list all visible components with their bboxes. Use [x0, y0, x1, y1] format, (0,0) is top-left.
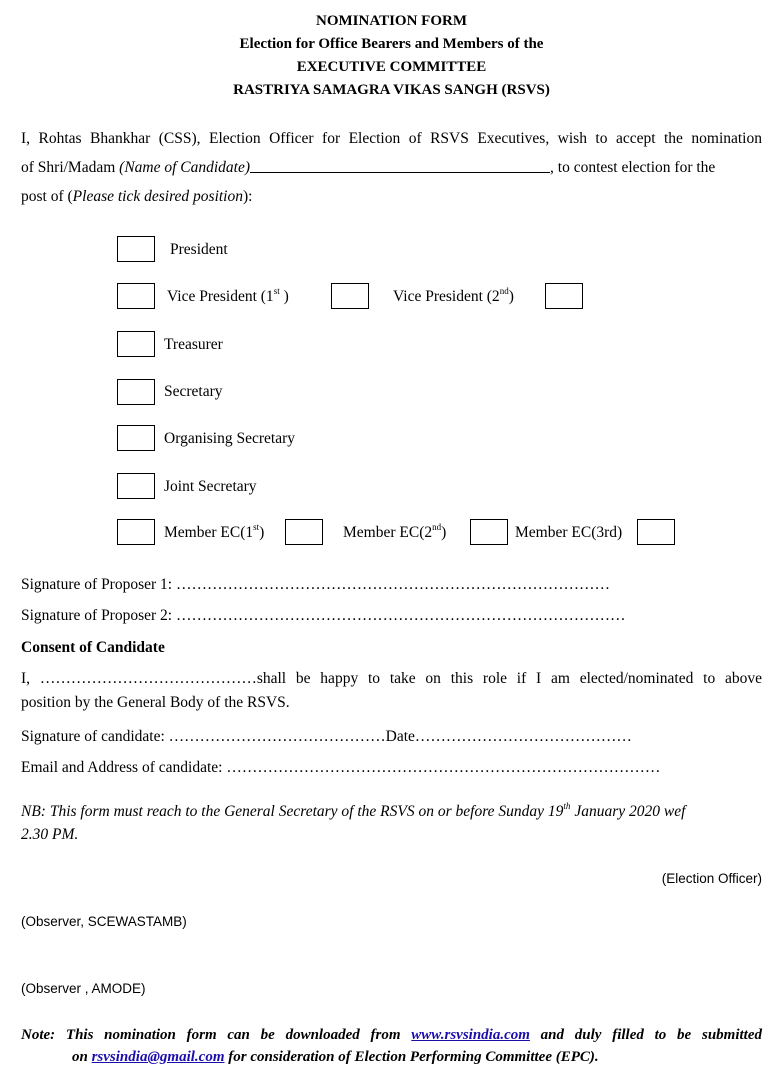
election-officer-label: (Election Officer): [661, 871, 762, 886]
treasurer-checkbox[interactable]: [117, 331, 155, 357]
note-line-2: on rsvsindia@gmail.com for consideration of Election Performing Committee (EPC).: [72, 1049, 599, 1065]
consent-line-1[interactable]: I, ……………………………………shall be happy to take on this role if I am elected/nominated to above: [21, 670, 762, 687]
observer-1-label: (Observer, SCEWASTAMB): [21, 914, 187, 929]
member-ec-1-box[interactable]: [117, 519, 155, 545]
intro-line-2: [21, 153, 762, 182]
president-checkbox[interactable]: [117, 236, 155, 262]
organisation-title: RASTRIYA SAMAGRA VIKAS SANGH (RSVS): [233, 82, 550, 98]
member-ec-1-label: Member EC(1st): [164, 522, 265, 541]
nb-line-1: NB: This form must reach to the General Secretary of the RSVS on or before Sunday 19th January 2020 wef: [21, 801, 686, 820]
consent-heading: Consent of Candidate: [21, 639, 165, 656]
email-link[interactable]: rsvsindia@gmail.com: [91, 1049, 225, 1065]
intro-prefix: of Shri/Madam: [21, 159, 120, 176]
committee-title: EXECUTIVE COMMITTEE: [296, 59, 487, 75]
vice-president-2-label: Vice President (2nd): [393, 286, 514, 305]
treasurer-label: Treasurer: [164, 336, 223, 353]
president-label: President: [170, 241, 228, 258]
observer-2-label: (Observer , AMODE): [21, 981, 146, 996]
member-ec-3-label: Member EC(3rd): [515, 524, 623, 541]
vice-president-1-checkbox[interactable]: [117, 283, 155, 309]
website-link[interactable]: www.rsvsindia.com: [411, 1027, 530, 1043]
organising-secretary-label: Organising Secretary: [164, 430, 295, 447]
form-subtitle: Election for Office Bearers and Members of the: [239, 36, 544, 52]
proposer-1-signature-field[interactable]: Signature of Proposer 1: …………………………………………………………………………: [21, 576, 610, 593]
note-line-1: Note: This nomination form can be downloaded from www.rsvsindia.com and duly filled to be submitted: [21, 1027, 762, 1043]
member-ec-3-checkbox[interactable]: [637, 519, 675, 545]
candidate-name-field[interactable]: [250, 158, 550, 173]
vice-president-1-box[interactable]: [331, 283, 369, 309]
secretary-checkbox[interactable]: [117, 379, 155, 405]
consent-line-2: position by the General Body of the RSVS.: [21, 694, 290, 711]
joint-secretary-checkbox[interactable]: [117, 473, 155, 499]
intro-suffix: , to contest election for the: [550, 159, 716, 176]
joint-secretary-label: Joint Secretary: [164, 478, 257, 495]
intro-line-3: post of (Please tick desired position):: [21, 188, 253, 205]
tick-hint: Please tick desired position: [72, 188, 243, 205]
intro-line-1: I, Rohtas Bhankhar (CSS), Election Officer for Election of RSVS Executives, wish to accept the nomination: [21, 130, 762, 147]
member-ec-2-label: Member EC(2nd): [343, 522, 447, 541]
organising-secretary-checkbox[interactable]: [117, 425, 155, 451]
candidate-signature-field[interactable]: Signature of candidate: ……………………………………Date……………………………………: [21, 728, 632, 745]
name-hint: (Name of Candidate): [119, 159, 251, 176]
member-ec-1-checkbox[interactable]: [285, 519, 323, 545]
proposer-2-signature-field[interactable]: Signature of Proposer 2: ……………………………………………………………………………: [21, 607, 626, 624]
secretary-label: Secretary: [164, 383, 223, 400]
form-title: NOMINATION FORM: [316, 13, 467, 29]
nb-line-2: 2.30 PM.: [21, 826, 79, 843]
candidate-email-address-field[interactable]: Email and Address of candidate: …………………………………………………………………………: [21, 759, 661, 776]
vice-president-2-checkbox[interactable]: [545, 283, 583, 309]
member-ec-2-checkbox[interactable]: [470, 519, 508, 545]
vice-president-1-label: Vice President (1st ): [167, 286, 289, 305]
